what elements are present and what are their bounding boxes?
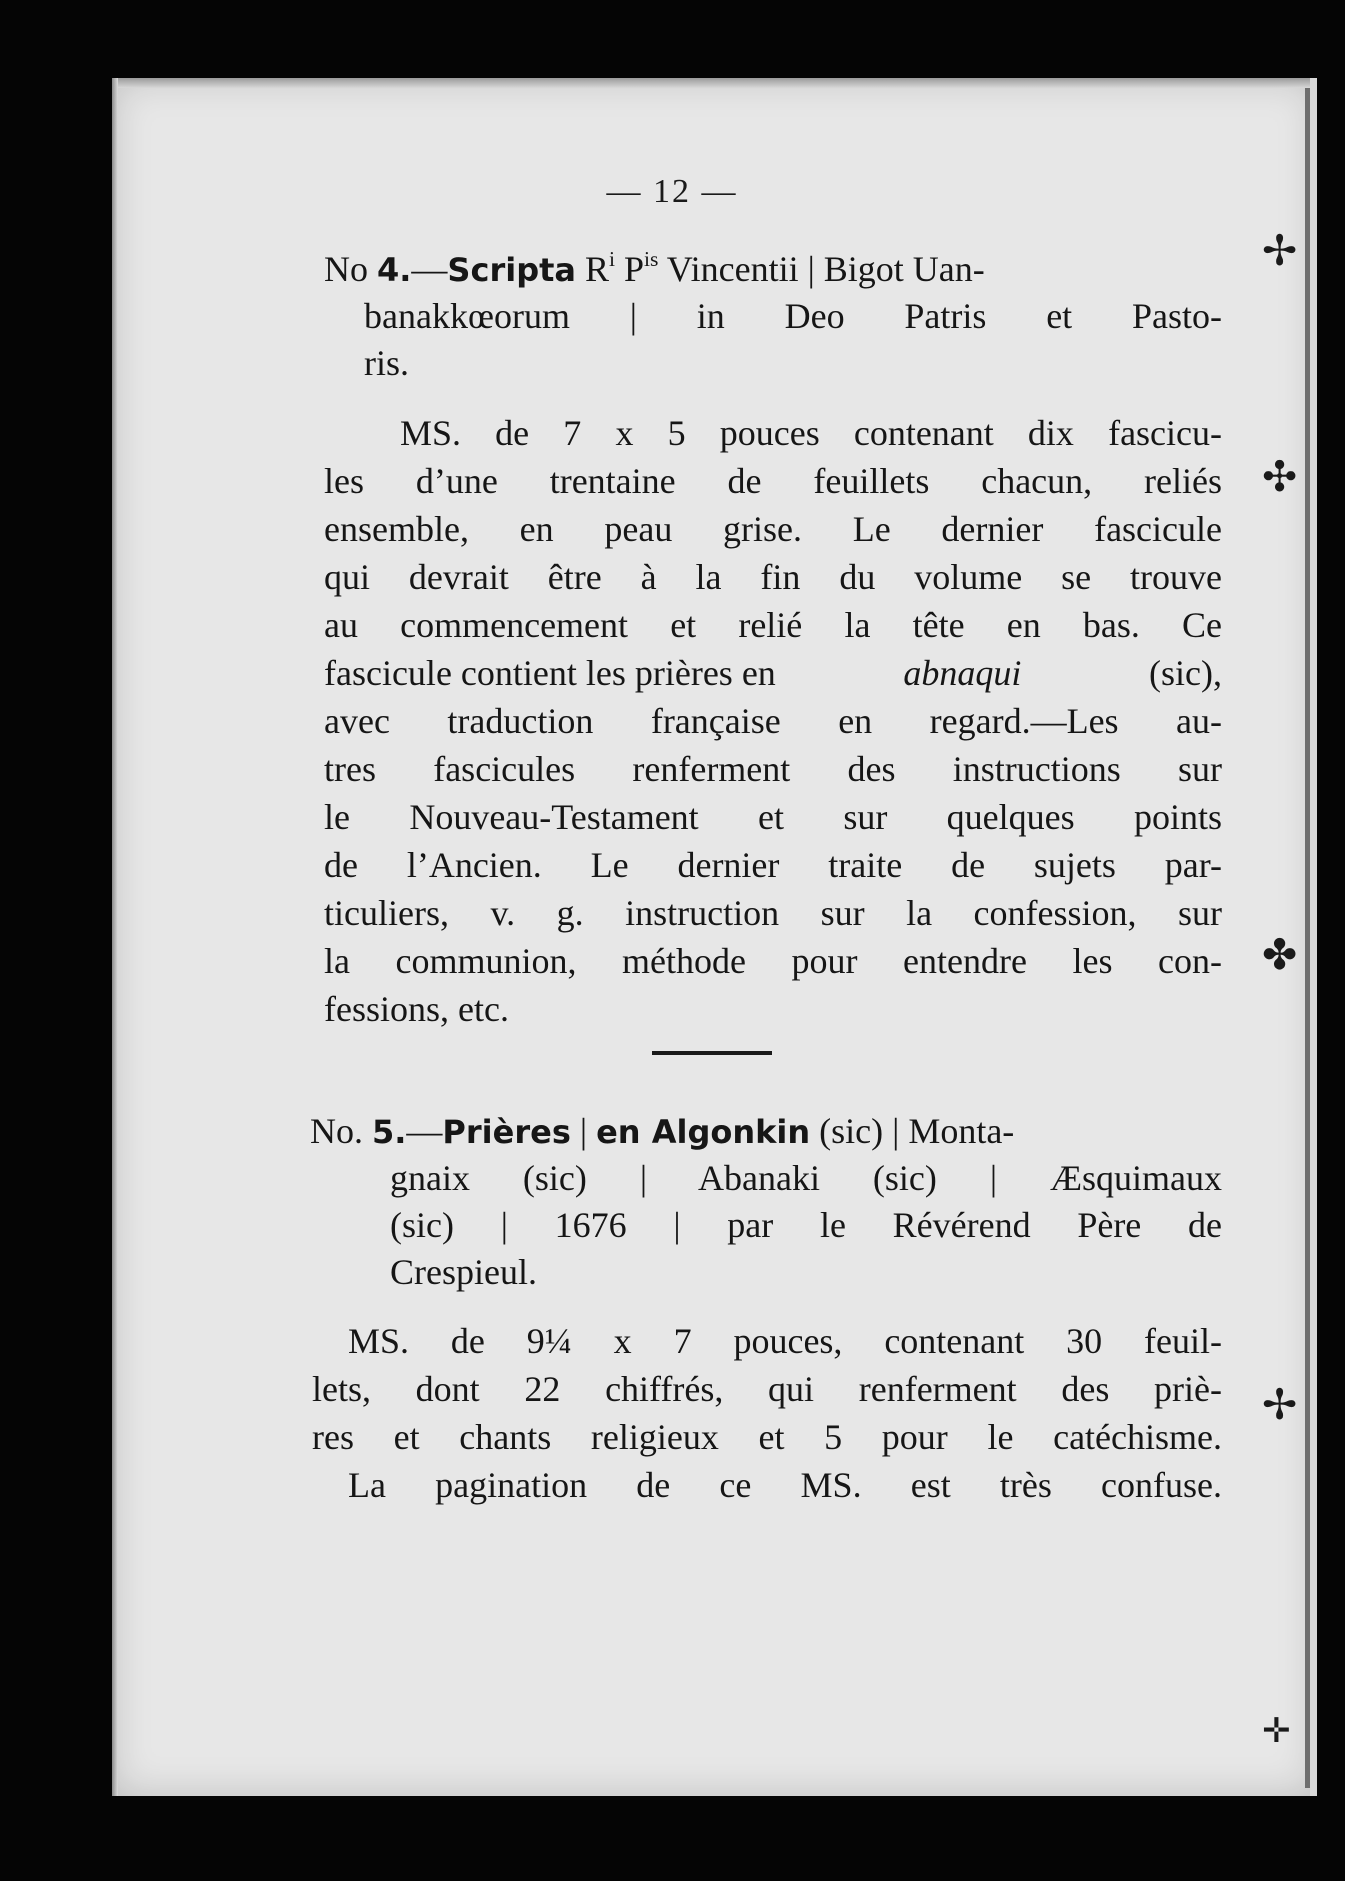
page-number: — 12 — [606,173,738,210]
entry-4-heading-line-3: ris. [364,343,409,383]
entry-4-para-line: tres fascicules renferment des instructions sur [324,749,1222,789]
entry-4-heading-line-1: No 4.—Scripta $R^i$ $P^{is}$ Vincentii | Bigot Uan- [324,246,985,289]
entry-5-last-line: La pagination de ce MS. est très confuse. [348,1465,1222,1505]
entry-5-para-line: res et chants religieux et 5 pour le catéchisme. [312,1417,1222,1457]
entry-5-heading-line-4: Crespieul. [390,1252,537,1292]
entry-5-para-line: lets, dont 22 chiffrés, qui renferment des priè- [312,1369,1222,1409]
scanned-page [112,78,1317,1796]
top-border-rule [112,78,1317,88]
entry-5-para-line: MS. de 9¼ x 7 pouces, contenant 30 feuil- [348,1321,1222,1361]
entry-5-title-bold-2: en Algonkin [596,1113,811,1151]
entry-4-heading-line-2: banakkœorum | in Deo Patris et Pasto- [364,296,1222,336]
binding-mark-icon: ✢ [1262,1380,1298,1429]
binding-mark-icon: ✤ [1262,930,1298,979]
gutter-strip [1310,78,1317,1796]
entry-4-para-line: fascicule contient les prières en abnaqui (sic), [324,650,1222,697]
binding-mark-icon: ✛ [1262,1711,1291,1751]
entry-4-para-line: de l’Ancien. Le dernier traite de sujets par- [324,845,1222,885]
entry-4-para-line: avec traduction française en regard.—Les au- [324,701,1222,741]
entry-4-number: 4. [377,251,412,289]
entry-4-para-line: au commencement et relié la tête en bas. Ce [324,605,1222,645]
entry-4-para-line: le Nouveau-Testament et sur quelques points [324,797,1222,837]
left-page-edge [112,78,118,1796]
binding-mark-icon: ✣ [1262,452,1298,501]
entry-5-heading-line-2: gnaix (sic) | Abanaki (sic) | Æsquimaux [390,1158,1222,1198]
entry-4-para-line: ensemble, en peau grise. Le dernier fascicule [324,509,1222,549]
entry-5-heading-line-3: (sic) | 1676 | par le Révérend Père de [390,1205,1222,1245]
entry-5-number: 5. [372,1113,407,1151]
entry-4-para-line: ticuliers, v. g. instruction sur la confession, sur [324,893,1222,933]
italic-word: abnaqui [903,653,1022,693]
entry-5-heading-line-1: No. 5.—Prières | en Algonkin (sic) | Monta- [310,1111,1015,1151]
entry-5-title-bold-1: Prières [442,1113,571,1151]
entry-4-title-bold: Scripta [447,251,576,289]
entry-4-para-line: MS. de 7 x 5 pouces contenant dix fascicu- [400,413,1222,453]
entry-4-para-line: qui devrait être à la fin du volume se trouve [324,557,1222,597]
binding-mark-icon: ✢ [1262,226,1298,275]
entry-4-para-line: les d’une trentaine de feuillets chacun, reliés [324,461,1222,501]
section-divider [652,1051,772,1055]
entry-4-para-line: la communion, méthode pour entendre les con- [324,941,1222,981]
entry-4-para-line: fessions, etc. [324,989,509,1029]
